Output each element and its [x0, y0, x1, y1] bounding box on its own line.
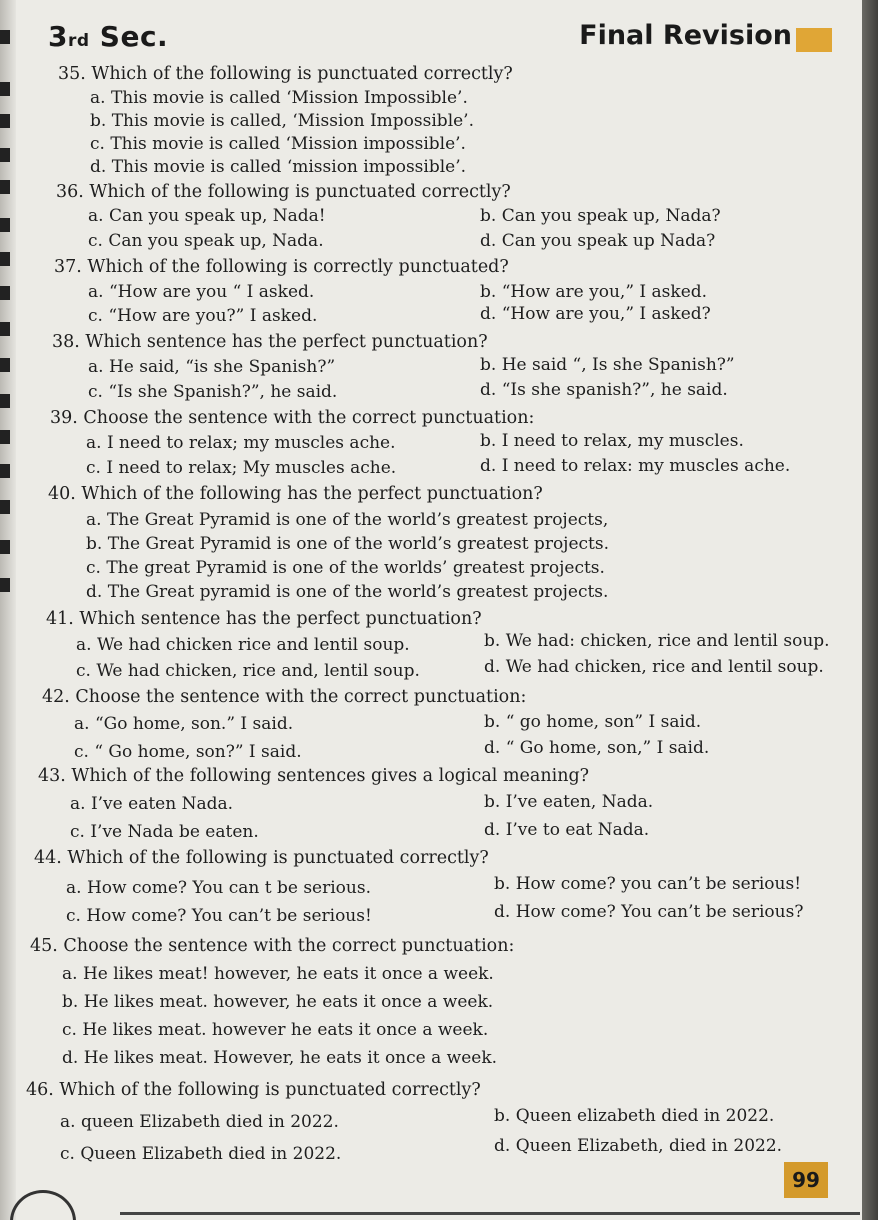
option: c. “How are you?” I asked.: [88, 306, 318, 326]
punch-hole: [0, 82, 10, 96]
punch-hole: [0, 218, 10, 232]
option: c. I need to relax; My muscles ache.: [86, 458, 397, 478]
option: d. “ Go home, son,” I said.: [484, 738, 710, 758]
punch-hole: [0, 30, 10, 44]
option: a. “Go home, son.” I said.: [74, 714, 294, 734]
footer-rule: [120, 1212, 860, 1215]
punch-hole: [0, 114, 10, 128]
option: b. I need to relax, my muscles.: [480, 431, 744, 451]
question-45: 45. Choose the sentence with the correct punctuation:: [30, 936, 515, 956]
question-44: 44. Which of the following is punctuated correctly?: [34, 848, 489, 868]
option: a. I need to relax; my muscles ache.: [86, 433, 396, 453]
option: b. He likes meat. however, he eats it once a week.: [62, 992, 494, 1012]
option: a. We had chicken rice and lentil soup.: [76, 635, 410, 655]
section-number: 3: [48, 20, 68, 53]
option: b. He said “, Is she Spanish?”: [480, 355, 735, 375]
section-suffix: rd: [67, 31, 90, 51]
option: a. I’ve eaten Nada.: [70, 794, 234, 814]
option: a. He said, “is she Spanish?”: [88, 357, 336, 377]
option: a. This movie is called ‘Mission Impossible’.: [90, 88, 468, 108]
punch-hole: [0, 500, 10, 514]
question-36: 36. Which of the following is punctuated correctly?: [56, 182, 511, 202]
option: a. He likes meat! however, he eats it once a week.: [62, 964, 494, 984]
option: d. This movie is called ‘mission impossible’.: [90, 157, 467, 177]
punch-hole: [0, 430, 10, 444]
question-35: 35. Which of the following is punctuated correctly?: [58, 64, 513, 84]
question-46: 46. Which of the following is punctuated correctly?: [26, 1080, 481, 1100]
option: a. The Great Pyramid is one of the world’s greatest projects,: [86, 510, 609, 530]
question-42: 42. Choose the sentence with the correct punctuation:: [42, 687, 527, 707]
question-41: 41. Which sentence has the perfect punctuation?: [46, 609, 482, 629]
page-title: Final Revision: [579, 20, 792, 51]
punch-hole: [0, 148, 10, 162]
option: b. I’ve eaten, Nada.: [484, 792, 654, 812]
binding-edge: [0, 0, 16, 1220]
option: c. Queen Elizabeth died in 2022.: [60, 1144, 342, 1164]
punch-hole: [0, 540, 10, 554]
option: c. He likes meat. however he eats it once a week.: [62, 1020, 489, 1040]
background-edge: [862, 0, 878, 1220]
option: a. queen Elizabeth died in 2022.: [60, 1112, 339, 1132]
option: d. “How are you,” I asked?: [480, 304, 711, 324]
option: a. Can you speak up, Nada!: [88, 206, 326, 226]
option: b. Can you speak up, Nada?: [480, 206, 721, 226]
option: c. How come? You can’t be serious!: [66, 906, 372, 926]
option: d. I’ve to eat Nada.: [484, 820, 650, 840]
option: d. Queen Elizabeth, died in 2022.: [494, 1136, 783, 1156]
option: b. The Great Pyramid is one of the world’s greatest projects.: [86, 534, 609, 554]
question-43: 43. Which of the following sentences gives a logical meaning?: [38, 766, 590, 786]
option: a. How come? You can t be serious.: [66, 878, 371, 898]
option: d. We had chicken, rice and lentil soup.: [484, 657, 824, 677]
option: d. Can you speak up Nada?: [480, 231, 716, 251]
punch-hole: [0, 358, 10, 372]
question-40: 40. Which of the following has the perfect punctuation?: [48, 484, 543, 504]
punch-hole: [0, 394, 10, 408]
option: d. How come? You can’t be serious?: [494, 902, 804, 922]
punch-hole: [0, 286, 10, 300]
option: b. “ go home, son” I said.: [484, 712, 702, 732]
footer-decoration: [10, 1190, 76, 1220]
option: c. This movie is called ‘Mission impossible’.: [90, 134, 466, 154]
option: b. This movie is called, ‘Mission Impossible’.: [90, 111, 474, 131]
question-38: 38. Which sentence has the perfect punctuation?: [52, 332, 488, 352]
option: b. “How are you,” I asked.: [480, 282, 708, 302]
title-color-tab: [796, 28, 832, 52]
option: c. I’ve Nada be eaten.: [70, 822, 259, 842]
page-number: 99: [784, 1162, 828, 1198]
punch-hole: [0, 578, 10, 592]
question-37: 37. Which of the following is correctly punctuated?: [54, 257, 509, 277]
option: d. The Great pyramid is one of the world’s greatest projects.: [86, 582, 609, 602]
page-header: [48, 18, 838, 58]
section-word: Sec.: [99, 20, 169, 53]
option: c. The great Pyramid is one of the worlds’ greatest projects.: [86, 558, 605, 578]
option: d. He likes meat. However, he eats it once a week.: [62, 1048, 498, 1068]
punch-hole: [0, 180, 10, 194]
option: c. “Is she Spanish?”, he said.: [88, 382, 338, 402]
option: c. We had chicken, rice and, lentil soup.: [76, 661, 420, 681]
punch-hole: [0, 322, 10, 336]
section-label: [48, 20, 168, 53]
option: c. Can you speak up, Nada.: [88, 231, 324, 251]
option: d. I need to relax: my muscles ache.: [480, 456, 791, 476]
option: d. “Is she spanish?”, he said.: [480, 380, 728, 400]
option: b. How come? you can’t be serious!: [494, 874, 802, 894]
question-39: 39. Choose the sentence with the correct punctuation:: [50, 408, 535, 428]
option: b. We had: chicken, rice and lentil soup.: [484, 631, 830, 651]
punch-hole: [0, 252, 10, 266]
option: a. “How are you “ I asked.: [88, 282, 315, 302]
option: c. “ Go home, son?” I said.: [74, 742, 302, 762]
punch-hole: [0, 464, 10, 478]
option: b. Queen elizabeth died in 2022.: [494, 1106, 775, 1126]
